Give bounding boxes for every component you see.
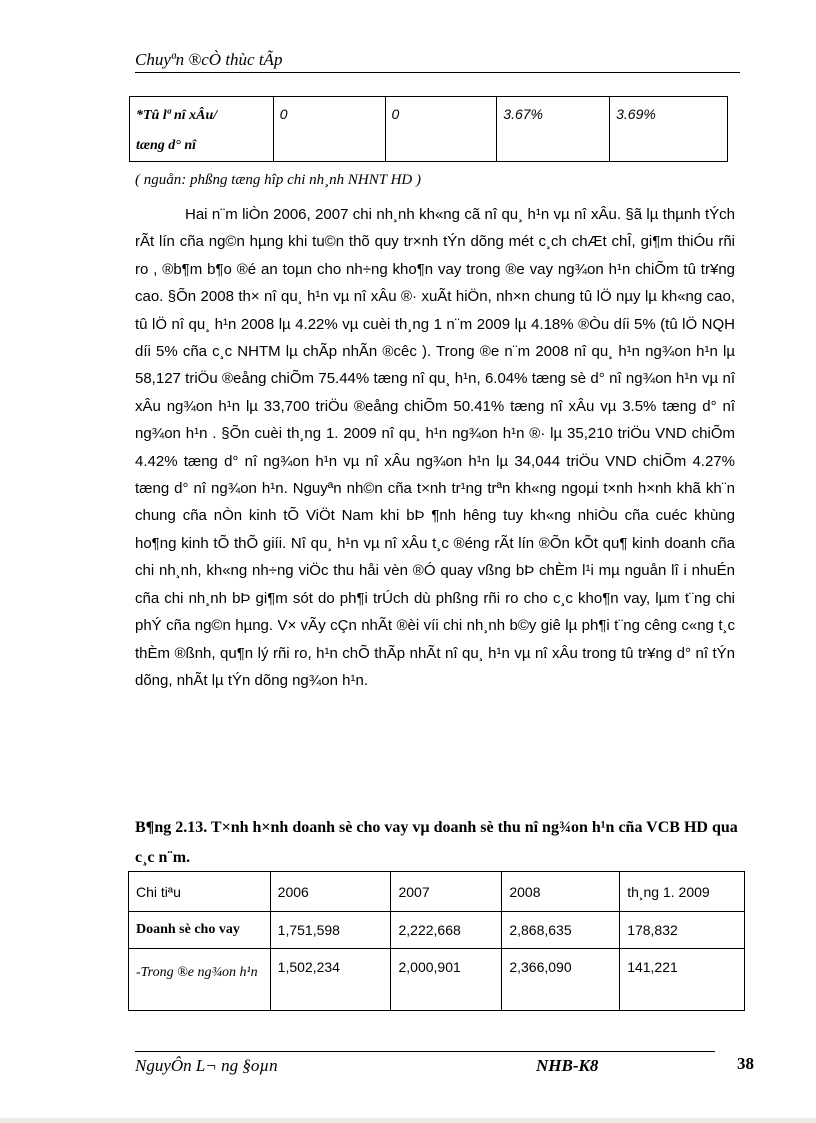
table-header-row (129, 872, 745, 912)
table-cell: 1,751,598 (270, 912, 391, 949)
label-line-2: tæng d° nî (136, 138, 197, 153)
table-cell-label (130, 97, 274, 162)
footer-class-code: NHB-K8 (536, 1056, 599, 1075)
table-cell: 3.69% (610, 97, 728, 162)
table-row (129, 912, 745, 949)
label-line-1: *Tû lª nî xÂu/ (136, 108, 218, 123)
table-cell: 178,832 (620, 912, 745, 949)
table-cell: 2,222,668 (391, 912, 502, 949)
table-cell: 141,221 (620, 949, 745, 1011)
table-row (129, 949, 745, 1011)
table-cell-label: Doanh sè cho vay (129, 912, 271, 949)
table-cell: 2,366,090 (502, 949, 620, 1011)
footer-rule (135, 1051, 715, 1052)
page-header-title: Chuyªn ®cÒ thùc tÃp (135, 50, 283, 69)
source-note: ( nguån: phßng tæng hîp chi nh¸nh NHNT HD ) (135, 172, 421, 188)
npl-ratio-table (129, 96, 728, 162)
table-caption: B¶ng 2.13. T×nh h×nh doanh sè cho vay vµ doanh sè thu nî ng¾on h¹n cña VCB HD qua c¸c n¨m. (135, 819, 738, 866)
table-row (130, 97, 728, 162)
table-cell: 0 (385, 97, 497, 162)
table-header-cell: 2008 (502, 872, 620, 912)
loan-sales-table (128, 871, 745, 1011)
table-header-cell: 2007 (391, 872, 502, 912)
table-cell: 0 (273, 97, 385, 162)
table-cell: 2,868,635 (502, 912, 620, 949)
table-cell-label: -Trong ®e ng¾on h¹n (129, 949, 271, 1011)
table-header-cell: Chi tiªu (129, 872, 271, 912)
page-number: 38 (737, 1054, 754, 1073)
page-bottom-edge (0, 1118, 816, 1123)
table-cell: 2,000,901 (391, 949, 502, 1011)
table-cell: 3.67% (497, 97, 610, 162)
body-paragraph: Hai n¨m liÒn 2006, 2007 chi nh¸nh kh«ng cã nî qu¸ h¹n vµ nî xÂu. §ã lµ thµnh tÝch rÃt lín cña ng©n hµng khi tu©n thõ quy tr×nh tÝn dõng mét c¸ch chÆt chÎ, gi¶m thiÓu rñi ro , ®b¶m b¶o ®é an toµn cho nh÷ng kho¶n vay trong ®e vay ng¾on h¹n chiÕm tû tr¥ng cao. §Õn 2008 th× nî qu¸ h¹n vµ nî xÂu ®· xuÃt hiÖn, nh×n chung tû lÖ nµy lµ kh«ng cao, tû lÖ nî qu¸ h¹n 2008 lµ 4.22% vµ cuèi th¸ng 1 n¨m 2009 lµ 4.18% ®Òu díi 5% (tû lÖ NQH díi 5% cña c¸c NHTM lµ chÃp nhÃn ®cêc ). Trong ®e n¨m 2008 nî qu¸ h¹n ng¾on h¹n lµ 58,127 triÖu ®eång chiÕm 75.44% tæng nî qu¸ h¹n, 6.04% tæng sè d° nî ng¾on h¹n vµ nî xÂu ng¾on h¹n lµ 33,700 triÖu ®eång chiÕm 50.41% tæng nî xÂu vµ 3.5% tæng d° nî ng¾on h¹n . §Õn cuèi th¸ng 1. 2009 nî qu¸ h¹n ng¾on h¹n ®· lµ 35,210 triÖu VND chiÕm 4.42% tæng d° nî ng¾on h¹n vµ nî xÂu ng¾on h¹n lµ 34,044 triÖu VND chiÕm 4.27% tæng d° nî ng¾on h¹n. Nguyªn nh©n cña t×nh tr¹ng trªn kh«ng ngoµi t×nh h×nh khã kh¨n chung cña nÒn kinh tÕ ViÖt Nam khi bÞ ¶nh hêng tuy kh«ng nhiÒu cña cuéc khùng ho¶ng kinh tÕ thÕ giíi. Nî qu¸ h¹n vµ nî xÂu t¸c ®éng rÃt lín ®Õn kÕt qu¶ kinh doanh cña chi nh¸nh, kh«ng nh÷ng viÖc thu håi vèn ®Ó quay vßng bÞ chÈm l¹i mµ nguån lî i nhuÉn cña chi nh¸nh bÞ gi¶m sót do ph¶i trÚch dù phßng rñi ro cho c¸c kho¶n vay, lµm t¨ng chi phÝ cña ng©n hµng. V× vÃy cÇn nhÃt ®èi víi chi nh¸nh b©y giê lµ ph¶i t¨ng cêng c«ng t¸c thÈm ®ßnh, qu¶n lý rñi ro, h¹n chÕ thÃp nhÃt nî qu¸ h¹n vµ nî xÂu trong tû tr¥ng d° nî tÝn dõng, nhÃt lµ tÝn dõng ng¾on h¹n. (135, 206, 735, 689)
table-header-cell: th¸ng 1. 2009 (620, 872, 745, 912)
header-rule (135, 72, 740, 73)
table-cell: 1,502,234 (270, 949, 391, 1011)
table-header-cell: 2006 (270, 872, 391, 912)
footer-author: NguyÔn L¬ ng §oµn (135, 1056, 278, 1075)
